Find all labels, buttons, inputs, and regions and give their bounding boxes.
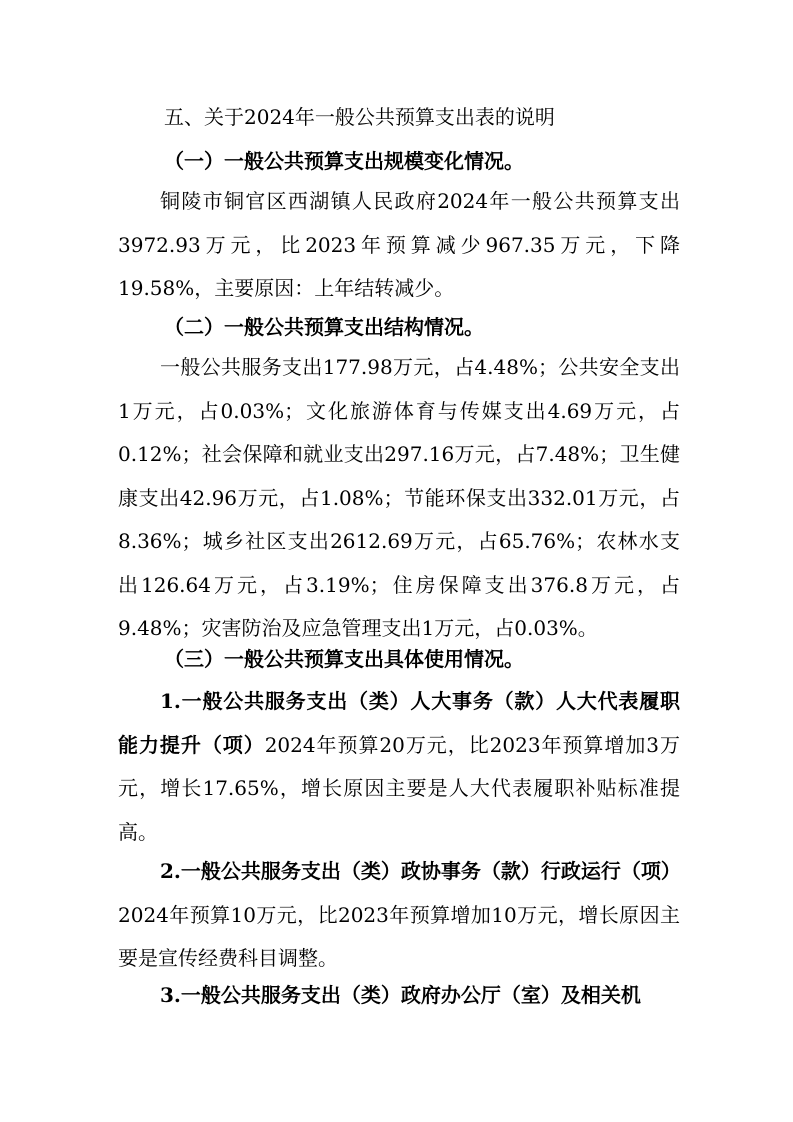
- item-3: [118, 974, 680, 1018]
- paragraph-scale: 铜陵市铜官区西湖镇人民政府2024年一般公共预算支出3972.93万元，比2023年预算减少967.35万元，下降19.58%，主要原因：上年结转减少。: [118, 189, 680, 300]
- section-title: 五、关于2024年一般公共预算支出表的说明: [164, 105, 555, 129]
- subheading-scale: （一）一般公共预算支出规模变化情况。: [164, 149, 524, 173]
- paragraph-structure: 一般公共服务支出177.98万元，占4.48%；公共安全支出1万元，占0.03%；文化旅游体育与传媒支出4.69万元，占0.12%；社会保障和就业支出297.16万元，占7.48%；卫生健康支出42.96万元，占1.08%；节能环保支出332.01万元，占8.36%；城乡社区支出2612.69万元，占65.76%；农林水支出126.64万元，占3.19%；住房保障支出376.8万元，占9.48%；灾害防治及应急管理支出1万元，占0.03%。: [118, 355, 680, 640]
- subheading-structure: （二）一般公共预算支出结构情况。: [164, 315, 484, 339]
- item-2: [118, 850, 680, 981]
- item-1: [118, 680, 680, 854]
- item-2-lead: 2.一般公共服务支出（类）政协事务（款）行政运行（项）: [160, 859, 681, 883]
- item-1-lead: 1.一般公共服务支出（类）人大事务（款）人大代表履职能力提升（项）: [118, 689, 680, 757]
- item-2-body: 2024年预算10万元，比2023年预算增加10万元，增长原因主要是宣传经费科目调整。: [118, 902, 680, 970]
- subheading-usage: （三）一般公共预算支出具体使用情况。: [164, 647, 524, 671]
- item-1-body: 2024年预算20万元，比2023年预算增加3万元，增长17.65%，增长原因主要是人大代表履职补贴标准提高。: [118, 732, 680, 844]
- item-3-lead: 3.一般公共服务支出（类）政府办公厅（室）及相关机: [160, 983, 641, 1007]
